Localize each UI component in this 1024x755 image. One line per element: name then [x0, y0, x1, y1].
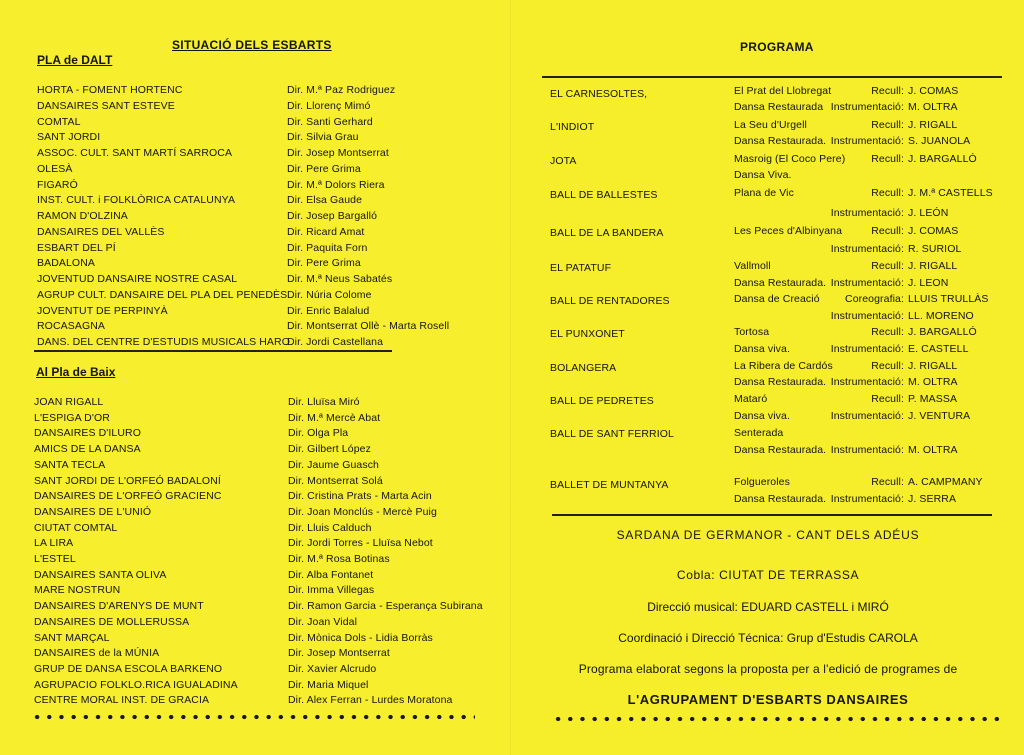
dance-name: BALLET DE MUNTANYA [550, 479, 669, 491]
esbart-name: FIGARÓ [37, 178, 78, 191]
esbart-director: Dir. Pere Grima [287, 162, 361, 175]
esbart-director: Dir. M.ª Rosa Botinas [288, 553, 390, 565]
esbart-director: Dir. M.ª Mercè Abat [288, 411, 381, 424]
credit-person: J. RIGALL [908, 360, 958, 372]
credit-person: P. MASSA [908, 393, 958, 405]
dance-origin: Les Peces d'Albinyana [734, 225, 843, 237]
esbart-name: CIUTAT COMTAL [34, 521, 118, 534]
credit-role: Recull: [871, 119, 904, 131]
dance-name: BALL DE RENTADORES [550, 295, 670, 307]
dance-origin: Dansa Restaurada. [734, 444, 827, 456]
esbart-director: Dir. Imma Villegas [288, 584, 375, 597]
credit-person: J. COMAS [908, 85, 959, 97]
dance-origin: Dansa Restaurada. [734, 277, 827, 289]
dance-origin: Vallmoll [734, 260, 771, 272]
dance-name: JOTA [550, 155, 577, 167]
credit-person: J. LEÓN [908, 207, 949, 219]
credit-role: Instrumentació: [830, 444, 904, 456]
esbart-director: Dir. Montserrat Ollè - Marta Rosell [287, 320, 450, 333]
esbart-director: Dir. Lluis Calduch [288, 521, 372, 534]
dance-origin: El Prat del Llobregat [734, 85, 832, 97]
programa-title: PROGRAMA [740, 40, 814, 54]
credit-person: M. OLTRA [908, 101, 958, 113]
dance-name: BOLANGERA [550, 362, 617, 374]
esbart-name: HORTA - FOMENT HORTENC [37, 84, 183, 96]
credit-person: J. RIGALL [908, 260, 958, 272]
esbart-director: Dir. Jordi Torres - Lluïsa Nebot [288, 537, 433, 550]
esbart-director: Dir. Pere Grima [287, 257, 361, 270]
esbart-director: Dir. Elsa Gaude [287, 194, 363, 207]
esbart-director: Dir. Ricard Amat [287, 225, 365, 238]
right-page [512, 0, 1024, 755]
esbart-name: COMTAL [37, 115, 81, 128]
credit-role: Instrumentació: [830, 343, 904, 355]
dalt-end-rule [34, 350, 392, 352]
cobla-line: Cobla: CIUTAT DE TERRASSA [676, 568, 860, 582]
esbart-director: Dir. M.ª Dolors Riera [287, 178, 385, 191]
credit-role: Recull: [871, 476, 904, 488]
esbart-director: Dir. Paquita Forn [287, 241, 368, 254]
credit-role: Recull: [871, 260, 904, 272]
esbart-name: MARE NOSTRUN [34, 584, 121, 597]
elaborat-line: Programa elaborat segons la proposta per a l'edició de programes de [578, 662, 958, 676]
esbart-name: DANSAIRES DE L'ORFEÓ GRACIENC [34, 490, 222, 503]
esbart-name: SANTA TECLA [34, 458, 106, 471]
credit-role: Instrumentació: [830, 135, 904, 147]
credit-person: J. LEON [908, 277, 949, 289]
esbart-name: DANSAIRES SANT ESTEVE [37, 99, 175, 112]
esbart-director: Dir. Cristina Prats - Marta Acin [288, 490, 432, 503]
esbart-name: JOVENTUD DANSAIRE NOSTRE CASAL [37, 273, 238, 285]
esbart-director: Dir. Maria Miquel [288, 678, 369, 691]
esbart-name: DANSAIRES D'ILURO [34, 427, 141, 440]
credit-role: Recull: [871, 326, 904, 338]
esbart-name: OLESÀ [37, 162, 73, 175]
esbart-name: DANSAIRES D'ARENYS DE MUNT [34, 600, 204, 613]
programa-top-rule [542, 76, 1002, 78]
dance-origin: Dansa de Creació [734, 293, 820, 305]
dance-name: EL PUNXONET [550, 328, 625, 340]
dance-name: L'INDIOT [550, 121, 595, 133]
esbart-director: Dir. Olga Pla [288, 427, 349, 440]
esbart-director: Dir. Joan Vidal [288, 615, 358, 628]
esbart-name: ESBART DEL PÍ [37, 241, 116, 254]
credit-role: Recull: [871, 360, 904, 372]
esbart-name: DANS. DEL CENTRE D'ESTUDIS MUSICALS HARO [37, 336, 290, 348]
esbart-name: RAMON D'OLZINA [37, 210, 128, 222]
credit-person: J. BARGALLÓ [908, 326, 977, 338]
dance-origin: Dansa viva. [734, 410, 790, 422]
esbart-name: GRUP DE DANSA ESCOLA BARKENO [34, 662, 223, 675]
dance-origin: Dansa Restaurada. [734, 493, 827, 505]
credit-person: S. JUANOLA [908, 135, 971, 147]
esbart-name: BADALONA [37, 257, 95, 270]
credit-person: LLUIS TRULLÀS [908, 293, 989, 305]
dance-origin: La Ribera de Cardós [734, 360, 833, 372]
agrupament-line: L'AGRUPAMENT D'ESBARTS DANSAIRES [627, 692, 909, 707]
credit-person: J. SERRA [908, 493, 957, 505]
credit-role: Instrumentació: [830, 243, 904, 255]
esbart-name: JOAN RIGALL [34, 396, 104, 408]
dance-origin: Dansa Viva. [734, 169, 792, 181]
credit-role: Recull: [871, 85, 904, 97]
pla-de-baix-heading: Al Pla de Baix [36, 365, 116, 379]
dance-name: EL CARNESOLTES, [550, 88, 648, 100]
credit-role: Recull: [871, 187, 904, 199]
credit-person: J. BARGALLÓ [908, 153, 977, 165]
credit-person: E. CASTELL [908, 343, 969, 355]
esbart-director: Dir. Joan Monclús - Mercè Puig [288, 505, 437, 518]
direccio-line: Direcció musical: EDUARD CASTELL i MIRÓ [647, 600, 889, 614]
dance-origin: Senterada [734, 427, 784, 439]
credit-person: R. SURIOL [908, 243, 962, 255]
esbart-name: AMICS DE LA DANSA [34, 443, 141, 456]
esbart-director: Dir. M.ª Paz Rodriguez [287, 84, 396, 96]
dance-origin: Tortosa [734, 326, 770, 338]
esbart-name: LA LIRA [34, 537, 74, 550]
esbart-name: SANT JORDI [37, 131, 101, 144]
esbart-name: DANSAIRES de la MÚNIA [34, 647, 160, 660]
credit-role: Instrumentació: [830, 277, 904, 289]
esbart-director: Dir. Silvia Grau [287, 131, 359, 144]
credit-role: Recull: [871, 393, 904, 405]
credit-person: LL. MORENO [908, 310, 974, 322]
dance-origin: Dansa viva. [734, 343, 790, 355]
esbart-name: ROCASAGNA [37, 320, 105, 333]
esbart-director: Dir. Josep Montserrat [288, 647, 390, 660]
dance-origin: La Seu d'Urgell [734, 119, 807, 131]
credit-person: J. VENTURA [908, 410, 971, 422]
dance-name: BALL DE LA BANDERA [550, 227, 664, 239]
esbart-director: Dir. Montserrat Solá [288, 474, 383, 487]
esbart-director: Dir. Ramon Garcia - Esperança Subirana [288, 600, 483, 613]
dance-origin: Plana de Vic [734, 187, 794, 199]
left-dotted-rule [31, 714, 475, 720]
credit-role: Coreografia: [845, 293, 904, 305]
dance-origin: Dansa Restaurada. [734, 135, 827, 147]
esbart-director: Dir. Alba Fontanet [288, 568, 374, 581]
esbart-director: Dir. Mònica Dols - Lidia Borràs [288, 631, 433, 644]
credit-role: Instrumentació: [830, 101, 904, 113]
credit-role: Instrumentació: [830, 376, 904, 388]
right-dotted-rule [552, 716, 1004, 722]
esbart-director: Dir. Xavier Alcrudo [288, 662, 377, 675]
esbart-director: Dir. Enric Balalud [287, 304, 370, 317]
esbart-name: DANSAIRES SANTA OLIVA [34, 568, 167, 581]
dance-name: EL PATATUF [550, 262, 612, 274]
esbart-director: Dir. Santi Gerhard [287, 115, 373, 128]
esbart-name: ASSOC. CULT. SANT MARTÍ SARROCA [37, 147, 233, 159]
esbart-director: Dir. Jaume Guasch [288, 458, 379, 471]
pla-de-dalt-heading: PLA de DALT [37, 53, 113, 67]
dance-origin: Dansa Restaurada [734, 101, 824, 113]
credit-role: Recull: [871, 225, 904, 237]
credit-role: Instrumentació: [830, 493, 904, 505]
credit-person: M. OLTRA [908, 444, 958, 456]
esbart-director: Dir. Lluïsa Miró [288, 396, 360, 408]
esbart-name: JOVENTUT DE PERPINYÀ [37, 304, 168, 317]
credit-person: J. RIGALL [908, 119, 958, 131]
dance-name: BALL DE SANT FERRIOL [550, 428, 674, 440]
dance-origin: Dansa Restaurada. [734, 376, 827, 388]
programa-bottom-rule [552, 514, 992, 516]
esbart-director: Dir. Llorenç Mimó [287, 99, 371, 112]
esbart-director: Dir. Gilbert López [288, 443, 371, 456]
esbart-name: CENTRE MORAL INST. DE GRACIA [34, 694, 210, 707]
dance-origin: Folgueroles [734, 476, 790, 488]
esbart-name: L'ESPIGA D'OR [34, 411, 110, 424]
credit-role: Recull: [871, 153, 904, 165]
esbart-director: Dir. Jordi Castellana [287, 336, 384, 348]
esbart-name: AGRUPACIO FOLKLO.RICA IGUALADINA [34, 678, 238, 691]
credit-role: Instrumentació: [830, 410, 904, 422]
esbart-name: SANT MARÇAL [34, 631, 110, 644]
credit-role: Instrumentació: [830, 310, 904, 322]
sardana-line: SARDANA DE GERMANOR - CANT DELS ADÉUS [616, 528, 920, 542]
dance-origin: Masroig (El Coco Pere) [734, 153, 846, 165]
esbart-director: Dir. Alex Ferran - Lurdes Moratona [288, 694, 453, 707]
credit-role: Instrumentació: [830, 207, 904, 219]
credit-person: M. OLTRA [908, 376, 958, 388]
esbart-director: Dir. M.ª Neus Sabatés [287, 273, 393, 285]
esbart-name: DANSAIRES DE L'UNIÓ [34, 505, 152, 518]
esbart-name: DANSAIRES DEL VALLÈS [37, 225, 165, 238]
dance-name: BALL DE BALLESTES [550, 189, 658, 201]
situacio-title: SITUACIÓ DELS ESBARTS [172, 38, 332, 52]
credit-person: J. M.ª CASTELLS [908, 187, 993, 199]
esbart-director: Dir. Josep Montserrat [287, 147, 389, 159]
esbart-name: L'ESTEL [34, 553, 76, 565]
esbart-name: SANT JORDI DE L'ORFEÓ BADALONÍ [34, 474, 221, 487]
credit-person: J. COMAS [908, 225, 959, 237]
dance-name: BALL DE PEDRETES [550, 395, 654, 407]
esbart-name: DANSAIRES DE MOLLERUSSA [34, 615, 190, 628]
coordinacio-line: Coordinació i Direcció Técnica: Grup d'Estudis CAROLA [618, 631, 918, 645]
esbart-director: Dir. Núria Colome [287, 288, 372, 301]
esbart-director: Dir. Josep Bargalló [287, 210, 378, 222]
esbart-name: INST. CULT. i FOLKLÒRICA CATALUNYA [37, 194, 236, 207]
credit-person: A. CAMPMANY [908, 476, 983, 488]
esbart-name: AGRUP CULT. DANSAIRE DEL PLA DEL PENEDÈS [37, 288, 288, 301]
dance-origin: Mataró [734, 393, 768, 405]
